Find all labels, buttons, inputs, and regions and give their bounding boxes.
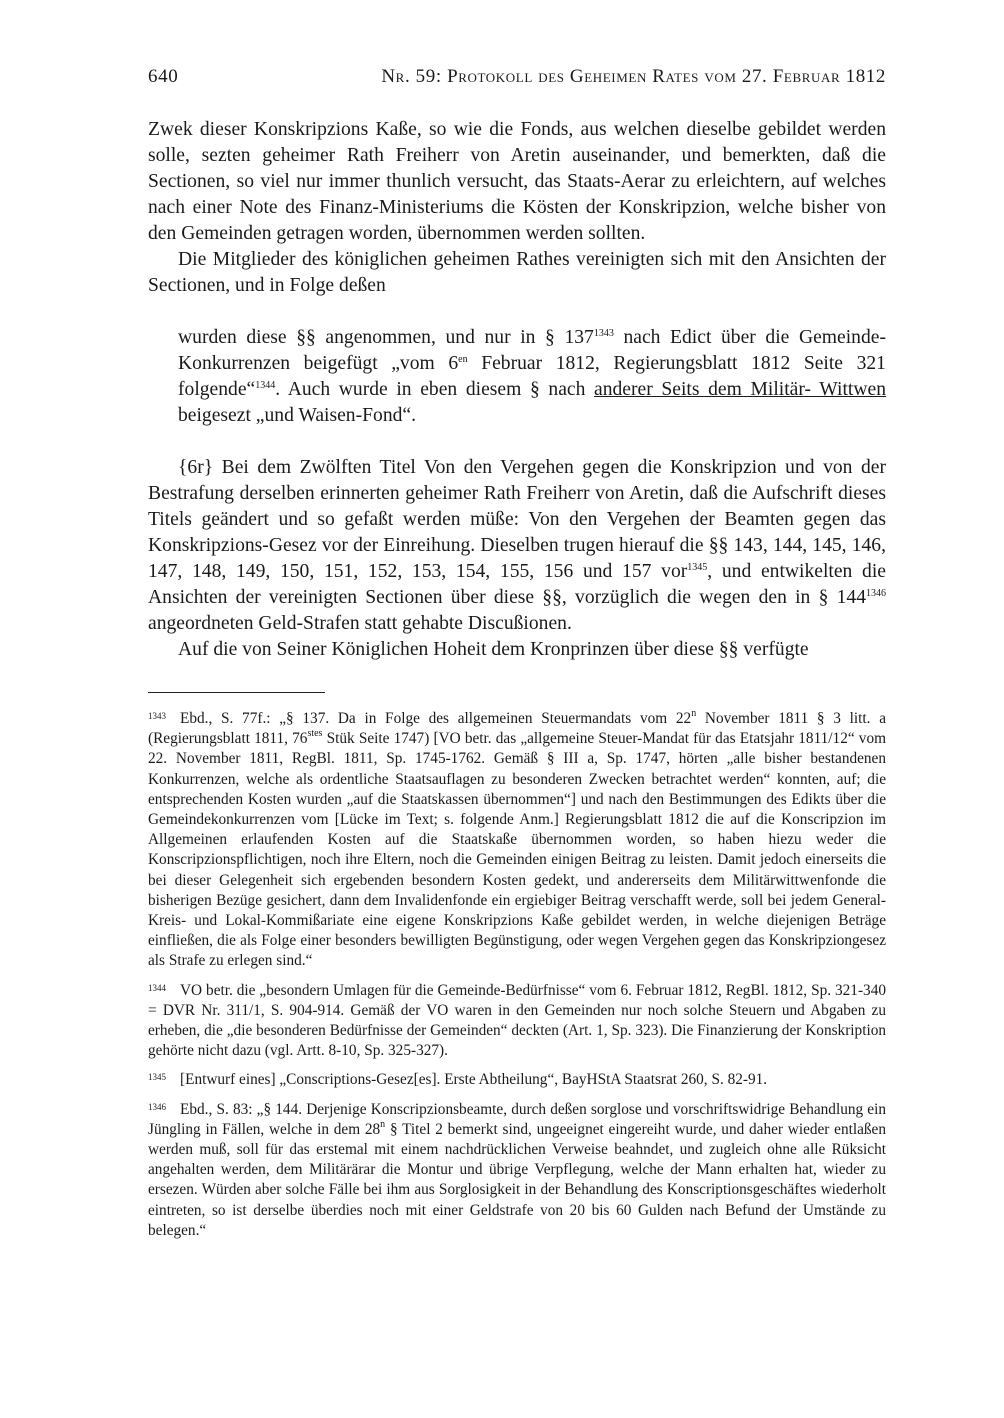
superscript-n: n: [691, 708, 697, 719]
paragraph-2: Die Mitglieder des königlichen geheimen Rathes vereinigten sich mit den Ansichten der Sectionen, und in Folge deßen: [148, 249, 886, 296]
footnote-separator: [148, 692, 325, 693]
indented-resolution-block: [178, 325, 886, 429]
footnote-1344: [148, 978, 886, 1062]
underlined-passage: anderer Seits dem Militär- Wittwen: [594, 379, 886, 400]
resolution-text-5: beigesezt „und Waisen-Fond“.: [178, 405, 417, 426]
paragraph-4-text-2: , und entwikelten die Ansichten der vereinigten Sectionen über diese §§, vorzüglich die wegen den in § 144: [148, 561, 886, 608]
footnote-1346: [148, 1097, 886, 1241]
paragraph-4: [148, 455, 886, 637]
resolution-text-2: nach Edict über die Gemeinde-Konkurrenzen beigefügt „vom 6: [178, 327, 886, 374]
paragraph-4-text-3: angeordneten Geld-Strafen statt gehabte Discußionen.: [148, 613, 572, 634]
footnotes: [148, 706, 886, 1247]
footnote-1345: [148, 1067, 886, 1090]
running-header: [148, 66, 886, 96]
superscript-stes: stes: [307, 728, 323, 740]
footnote-text: [Entwurf eines] „Conscriptions-Gesez[es]. Erste Abtheilung“, BayHStA Staatsrat 260, S. 82-91.: [180, 1071, 768, 1089]
footnote-text-2: § Titel 2 bemerkt sind, ungeeignet eingereiht wurde, und daher wieder entlaßen werden muß, soll für das erstemal mit einem nachdrücklichen Verweise beahndet, und zugleich ohne alle Rüksicht angehalten werden, dem Militärärar die Montur und übrige Verpflegung, welche der Mann erhalten hat, wieder zu ersezen. Würden aber solche Fälle bei ihm aus Sorglosigkeit in der Behandlung des Konscriptionsgeschäftes wiederholt eintreten, so ist derselbe überdies noch mit einer Geldstrafe von 20 bis 60 Gulden nach Befund der Umstände zu belegen.“: [148, 1120, 886, 1239]
footnote-number: 1345: [148, 1072, 166, 1083]
footnote-ref-1346[interactable]: 1346: [866, 588, 886, 599]
superscript-n: n: [380, 1118, 386, 1130]
resolution-text-1: wurden diese §§ angenommen, und nur in § 137: [178, 327, 594, 348]
footnote-text-1: Ebd., S. 83: „§ 144. Derjenige Konscripzionsbeamte, durch deßen sorglose und vorschriftswidrige Behandlung ein Jüngling in Fällen, welche in dem 28: [148, 1100, 886, 1138]
footnote-1343: [148, 706, 886, 972]
footnote-ref-1343[interactable]: 1343: [593, 328, 614, 339]
footnote-number: 1343: [148, 711, 166, 721]
running-title: Nr. 59: Protokoll des Geheimen Rates vom 27. Februar 1812: [381, 66, 886, 87]
resolution-text-3: Februar 1812, Regierungsblatt 1812 Seite 321 folgende“: [178, 353, 886, 400]
footnote-text-1: Ebd., S. 77f.: „§ 137. Da in Folge des allgemeinen Steuermandats vom 22: [180, 710, 692, 727]
footnote-number: 1346: [148, 1101, 166, 1112]
footnote-number: 1344: [148, 982, 166, 993]
paragraph-5: Auf die von Seiner Königlichen Hoheit dem Kronprinzen über diese §§ verfügte: [178, 639, 809, 660]
resolution-text-4: . Auch wurde in eben diesem § nach: [275, 379, 595, 400]
footnote-text: VO betr. die „besondern Umlagen für die Gemeinde-Bedürfnisse“ vom 6. Februar 1812, RegBl. 1812, Sp. 321-340 = DVR Nr. 311/1, S. 904-914. Gemäß der VO waren in den Gemeinden nur noch solche Steuern und Abgaben zu erheben, die „die besonderen Bedürfnisse der Gemeinden“ deckten (Art. 1, Sp. 323). Die Finanzierung der Konskription gehörte nicht dazu (vgl. Artt. 8-10, Sp. 325-327).: [148, 981, 886, 1060]
paragraph-1: Zwek dieser Konskripzions Kaße, so wie die Fonds, aus welchen dieselbe gebildet werden solle, sezten geheimer Rath Freiherr von Aretin auseinander, und bemerkten, daß die Sectionen, so viel nur immer thunlich versucht, das Staats-Aerar zu erleichtern, auf welches nach einer Note des Finanz-Ministeriums die Kösten der Konskripzion, welche bisher von den Gemeinden getragen worden, übernommen werden sollten.: [148, 119, 886, 244]
page-number: 640: [148, 66, 179, 87]
footnote-ref-1344[interactable]: 1344: [255, 380, 276, 391]
footnote-text-2: November 1811 § 3 litt. a (Regierungsblatt 1811, 76: [148, 710, 886, 748]
footnote-text-3: Stük Seite 1747) [VO betr. das „allgemeine Steuer-Mandat für das Etatsjahr 1811/12“ vom 22. November 1811, RegBl. 1811, Sp. 1745-1762. Gemäß § III a, Sp. 1747, hörten „alle bisher bestandenen Konkurrenzen, welche als ordentliche Staatsauflagen zu besonderen Zwecken betrachtet werden“ konnten, auf; die entsprechenden Kosten wurden „auf die Staatskassen übernommen“] und nach den Bestimmungen des Edikts über die Gemeindekonkurrenzen vom [Lücke im Text; s. folgende Anm.] Regierungsblatt 1812 die auf die Konscripzion im Allgemeinen erlaufenden Kosten auf die Staatskaße übernommen worden, so haben hiezu weder die Konscripzionspflichtigen, noch ihre Eltern, noch die Gemeinden einigen Beitrag zu leisten. Damit jedoch einerseits die bei dieser Gelegenheit sich ergebenden besondern Kosten gedekt, und andererseits dem Militärwittwenfonde die bisherigen Bezüge gesichert, dann dem Invalidenfonde ein ergiebiger Beitrag verschafft werde, soll bei jedem General-Kreis- und Lokal-Kommißariate eine eigene Konskripzions Kaße gebildet werden, in welche diejenigen Beträge einfließen, die als Folge einer besonders bewilligten Begünstigung, oder wegen Vergehen gegen das Konskripziongesez als Strafe zu erlegen sind.“: [148, 730, 886, 970]
paragraph-4-text-1: {6r} Bei dem Zwölften Titel Von den Vergehen gegen die Konskripzion und von der Bestrafung derselben erinnerten geheimer Rath Freiherr von Aretin, daß die Aufschrift dieses Titels geändert und so gefaßt werden müße: Von den Vergehen der Beamten gegen das Konskripzions-Gesez vor der Einreihung. Dieselben trugen hierauf die §§ 143, 144, 145, 146, 147, 148, 149, 150, 151, 152, 153, 154, 155, 156 und 157 vor: [148, 457, 886, 582]
main-text: [148, 117, 886, 663]
superscript-en: en: [458, 354, 468, 365]
footnote-ref-1345[interactable]: 1345: [687, 562, 708, 573]
